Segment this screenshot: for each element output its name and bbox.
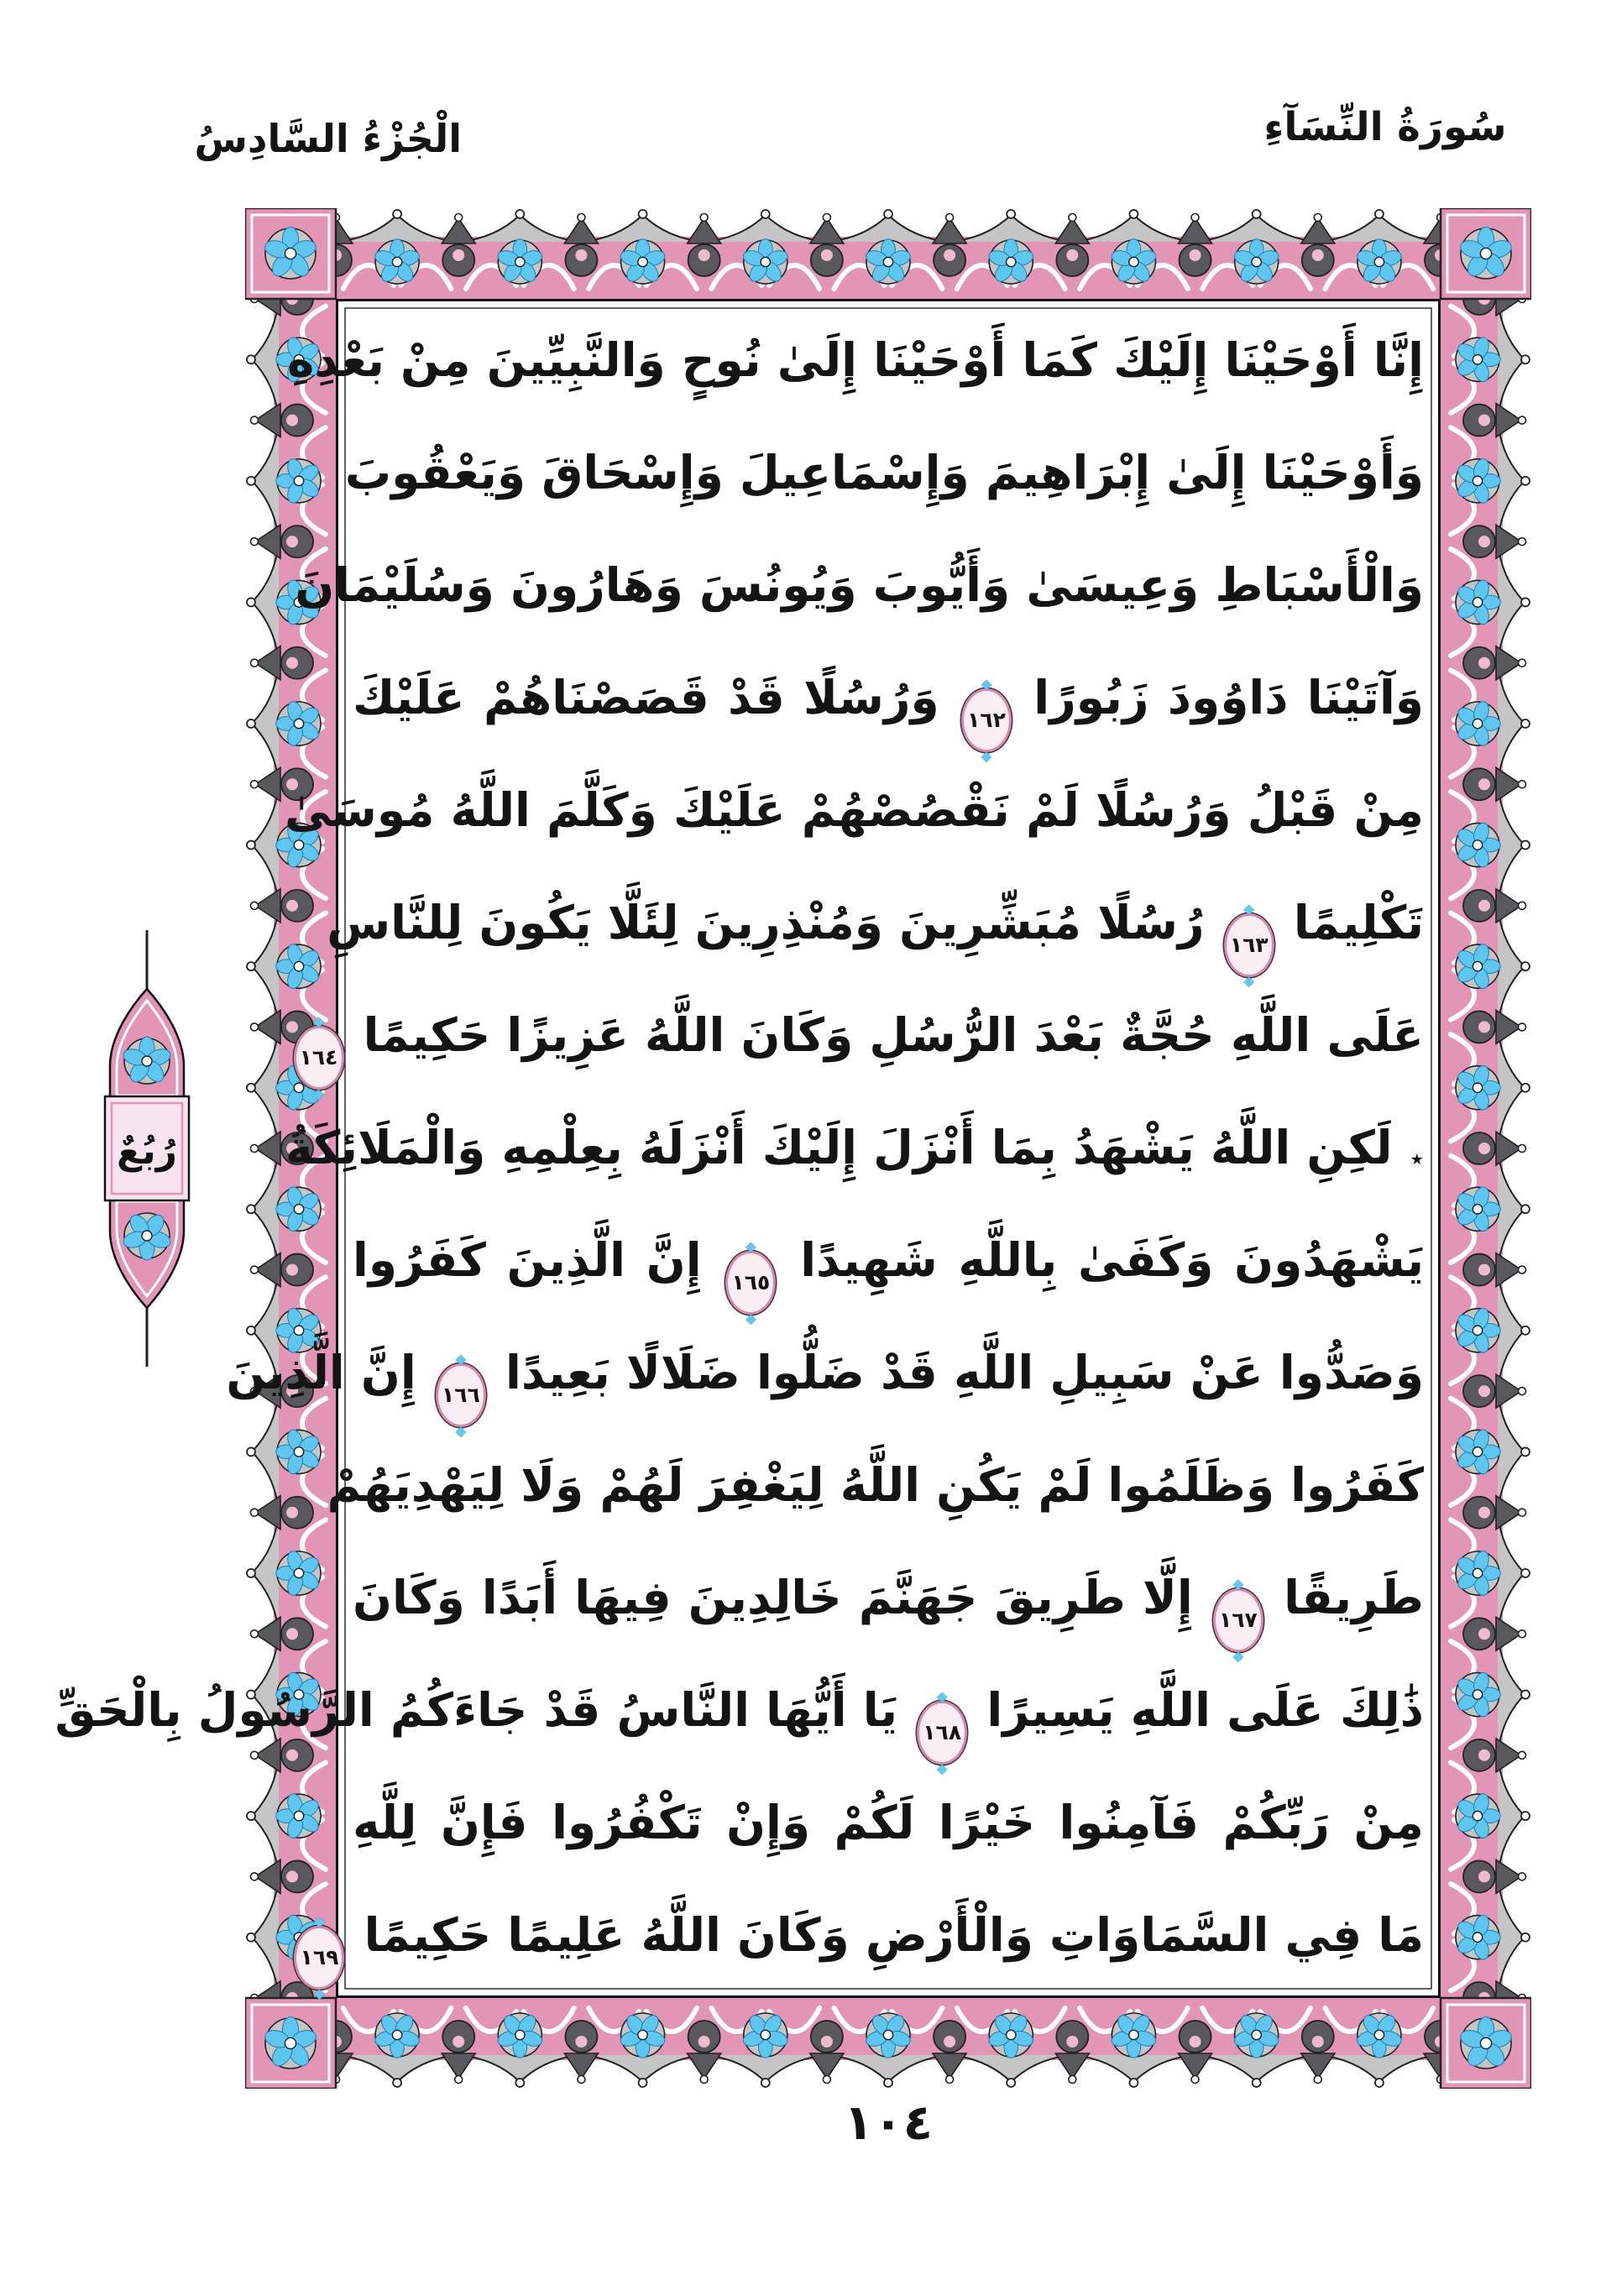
quran-line [285, 1091, 1429, 1204]
ayah-text: عَلَى اللَّهِ حُجَّةٌ بَعْدَ الرُّسُلِ وَكَانَ اللَّهُ عَزِيزًا حَكِيمًا [363, 1008, 1424, 1062]
ayah-text: يَا أَيُّهَا النَّاسُ قَدْ جَاءَكُمُ الرَّسُولُ بِالْحَقِّ [55, 1683, 898, 1737]
ayah-text: وَصَدُّوا عَنْ سَبِيلِ اللَّهِ قَدْ ضَلُّوا ضَلَالًا بَعِيدًا [505, 1346, 1424, 1399]
border-corner-rosette [245, 208, 336, 299]
verse-number-marker: ◆ ١٦٩ ◆ [294, 1926, 344, 1990]
ayah-text: ذَٰلِكَ عَلَى اللَّهِ يَسِيرًا [986, 1683, 1424, 1737]
verse-number-marker: ◆ ١٦٥ ◆ [725, 1251, 776, 1315]
ayah-text: طَرِيقًا [1284, 1571, 1424, 1624]
ayah-text: وَالْأَسْبَاطِ وَعِيسَىٰ وَأَيُّوبَ وَيُونُسَ وَهَارُونَ وَسُلَيْمَانَ [295, 558, 1424, 612]
verse-number-marker: ◆ ١٦٨ ◆ [917, 1701, 967, 1765]
quran-line [348, 1541, 1429, 1654]
quran-line [286, 304, 1429, 416]
ayah-text: إِلَّا طَرِيقَ جَهَنَّمَ خَالِدِينَ فِيهَا أَبَدًا وَكَانَ [353, 1571, 1193, 1624]
quran-line [300, 1879, 1429, 1991]
quran-line [348, 1766, 1429, 1879]
ayah-text: رُسُلًا مُبَشِّرِينَ وَمُنْذِرِينَ لِئَلَّا يَكُونَ لِلنَّاسِ [327, 896, 1205, 949]
quran-line [327, 866, 1429, 979]
page-number: ١٠٤ [843, 2094, 934, 2151]
ayah-text: وَرُسُلًا قَدْ قَصَصْنَاهُمْ عَلَيْكَ [353, 671, 939, 724]
ayah-text: لَكِنِ اللَّهُ يَشْهَدُ بِمَا أَنْزَلَ إِلَيْكَ أَنْزَلَهُ بِعِلْمِهِ وَالْمَلَائِكَةُ [285, 1121, 1393, 1174]
verse-number-marker: ◆ ١٦٦ ◆ [436, 1363, 486, 1427]
quran-line [299, 979, 1429, 1091]
quran-line [285, 754, 1429, 866]
quran-line [327, 1429, 1429, 1541]
medallion-dome-bottom [110, 1195, 184, 1308]
ayah-text: إِنَّا أَوْحَيْنَا إِلَيْكَ كَمَا أَوْحَيْنَا إِلَىٰ نُوحٍ وَالنَّبِيِّينَ مِنْ بَعْدِهِ [286, 333, 1424, 387]
quran-line [226, 1316, 1429, 1429]
quran-line [295, 529, 1429, 641]
surah-header: سُورَةُ النِّسَآءِ [1263, 104, 1507, 150]
quran-line [55, 1654, 1429, 1766]
verse-number-marker: ◆ ١٦٣ ◆ [1224, 913, 1274, 977]
ayah-text: وَآتَيْنَا دَاوُودَ زَبُورًا [1033, 671, 1424, 724]
ayah-text: مَا فِي السَّمَاوَاتِ وَالْأَرْضِ وَكَانَ اللَّهُ عَلِيمًا حَكِيمًا [364, 1908, 1424, 1962]
verse-number-marker: ◆ ١٦٢ ◆ [961, 688, 1012, 752]
verse-number-marker: ◆ ١٦٧ ◆ [1213, 1588, 1263, 1652]
ayah-text: إِنَّ الَّذِينَ كَفَرُوا [353, 1233, 702, 1287]
juz-header: الْجُزْءُ السَّادِسُ [194, 116, 462, 161]
ayah-text: كَفَرُوا وَظَلَمُوا لَمْ يَكُنِ اللَّهُ لِيَغْفِرَ لَهُمْ وَلَا لِيَهْدِيَهُمْ [327, 1458, 1424, 1512]
border-corner-rosette [245, 1998, 336, 2089]
quran-line [344, 416, 1429, 529]
rub-label: رُبُعٌ [117, 1130, 177, 1173]
ayah-text: مِنْ قَبْلُ وَرُسُلًا لَمْ نَقْصُصْهُمْ عَلَيْكَ وَكَلَّمَ اللَّهُ مُوسَىٰ [285, 783, 1424, 837]
ayah-text: مِنْ رَبِّكُمْ فَآمِنُوا خَيْرًا لَكُمْ وَإِنْ تَكْفُرُوا فَإِنَّ لِلَّهِ [353, 1796, 1424, 1849]
ayah-text: إِنَّ الَّذِينَ [226, 1346, 416, 1399]
quran-line [348, 641, 1429, 754]
border-corner-rosette [1441, 208, 1531, 299]
ayah-text: وَأَوْحَيْنَا إِلَىٰ إِبْرَاهِيمَ وَإِسْمَاعِيلَ وَإِسْحَاقَ وَيَعْقُوبَ [344, 446, 1424, 499]
quran-line [348, 1204, 1429, 1316]
ayah-text: يَشْهَدُونَ وَكَفَىٰ بِاللَّهِ شَهِيدًا [800, 1233, 1425, 1287]
medallion-dome-top [110, 989, 184, 1102]
hizb-star-icon: ٭ [1410, 1144, 1424, 1174]
verse-number-marker: ◆ ١٦٤ ◆ [294, 1026, 344, 1090]
rub-marker-medallion [88, 930, 206, 1367]
ayah-text: تَكْلِيمًا [1293, 896, 1424, 949]
border-corner-rosette [1441, 1998, 1531, 2089]
